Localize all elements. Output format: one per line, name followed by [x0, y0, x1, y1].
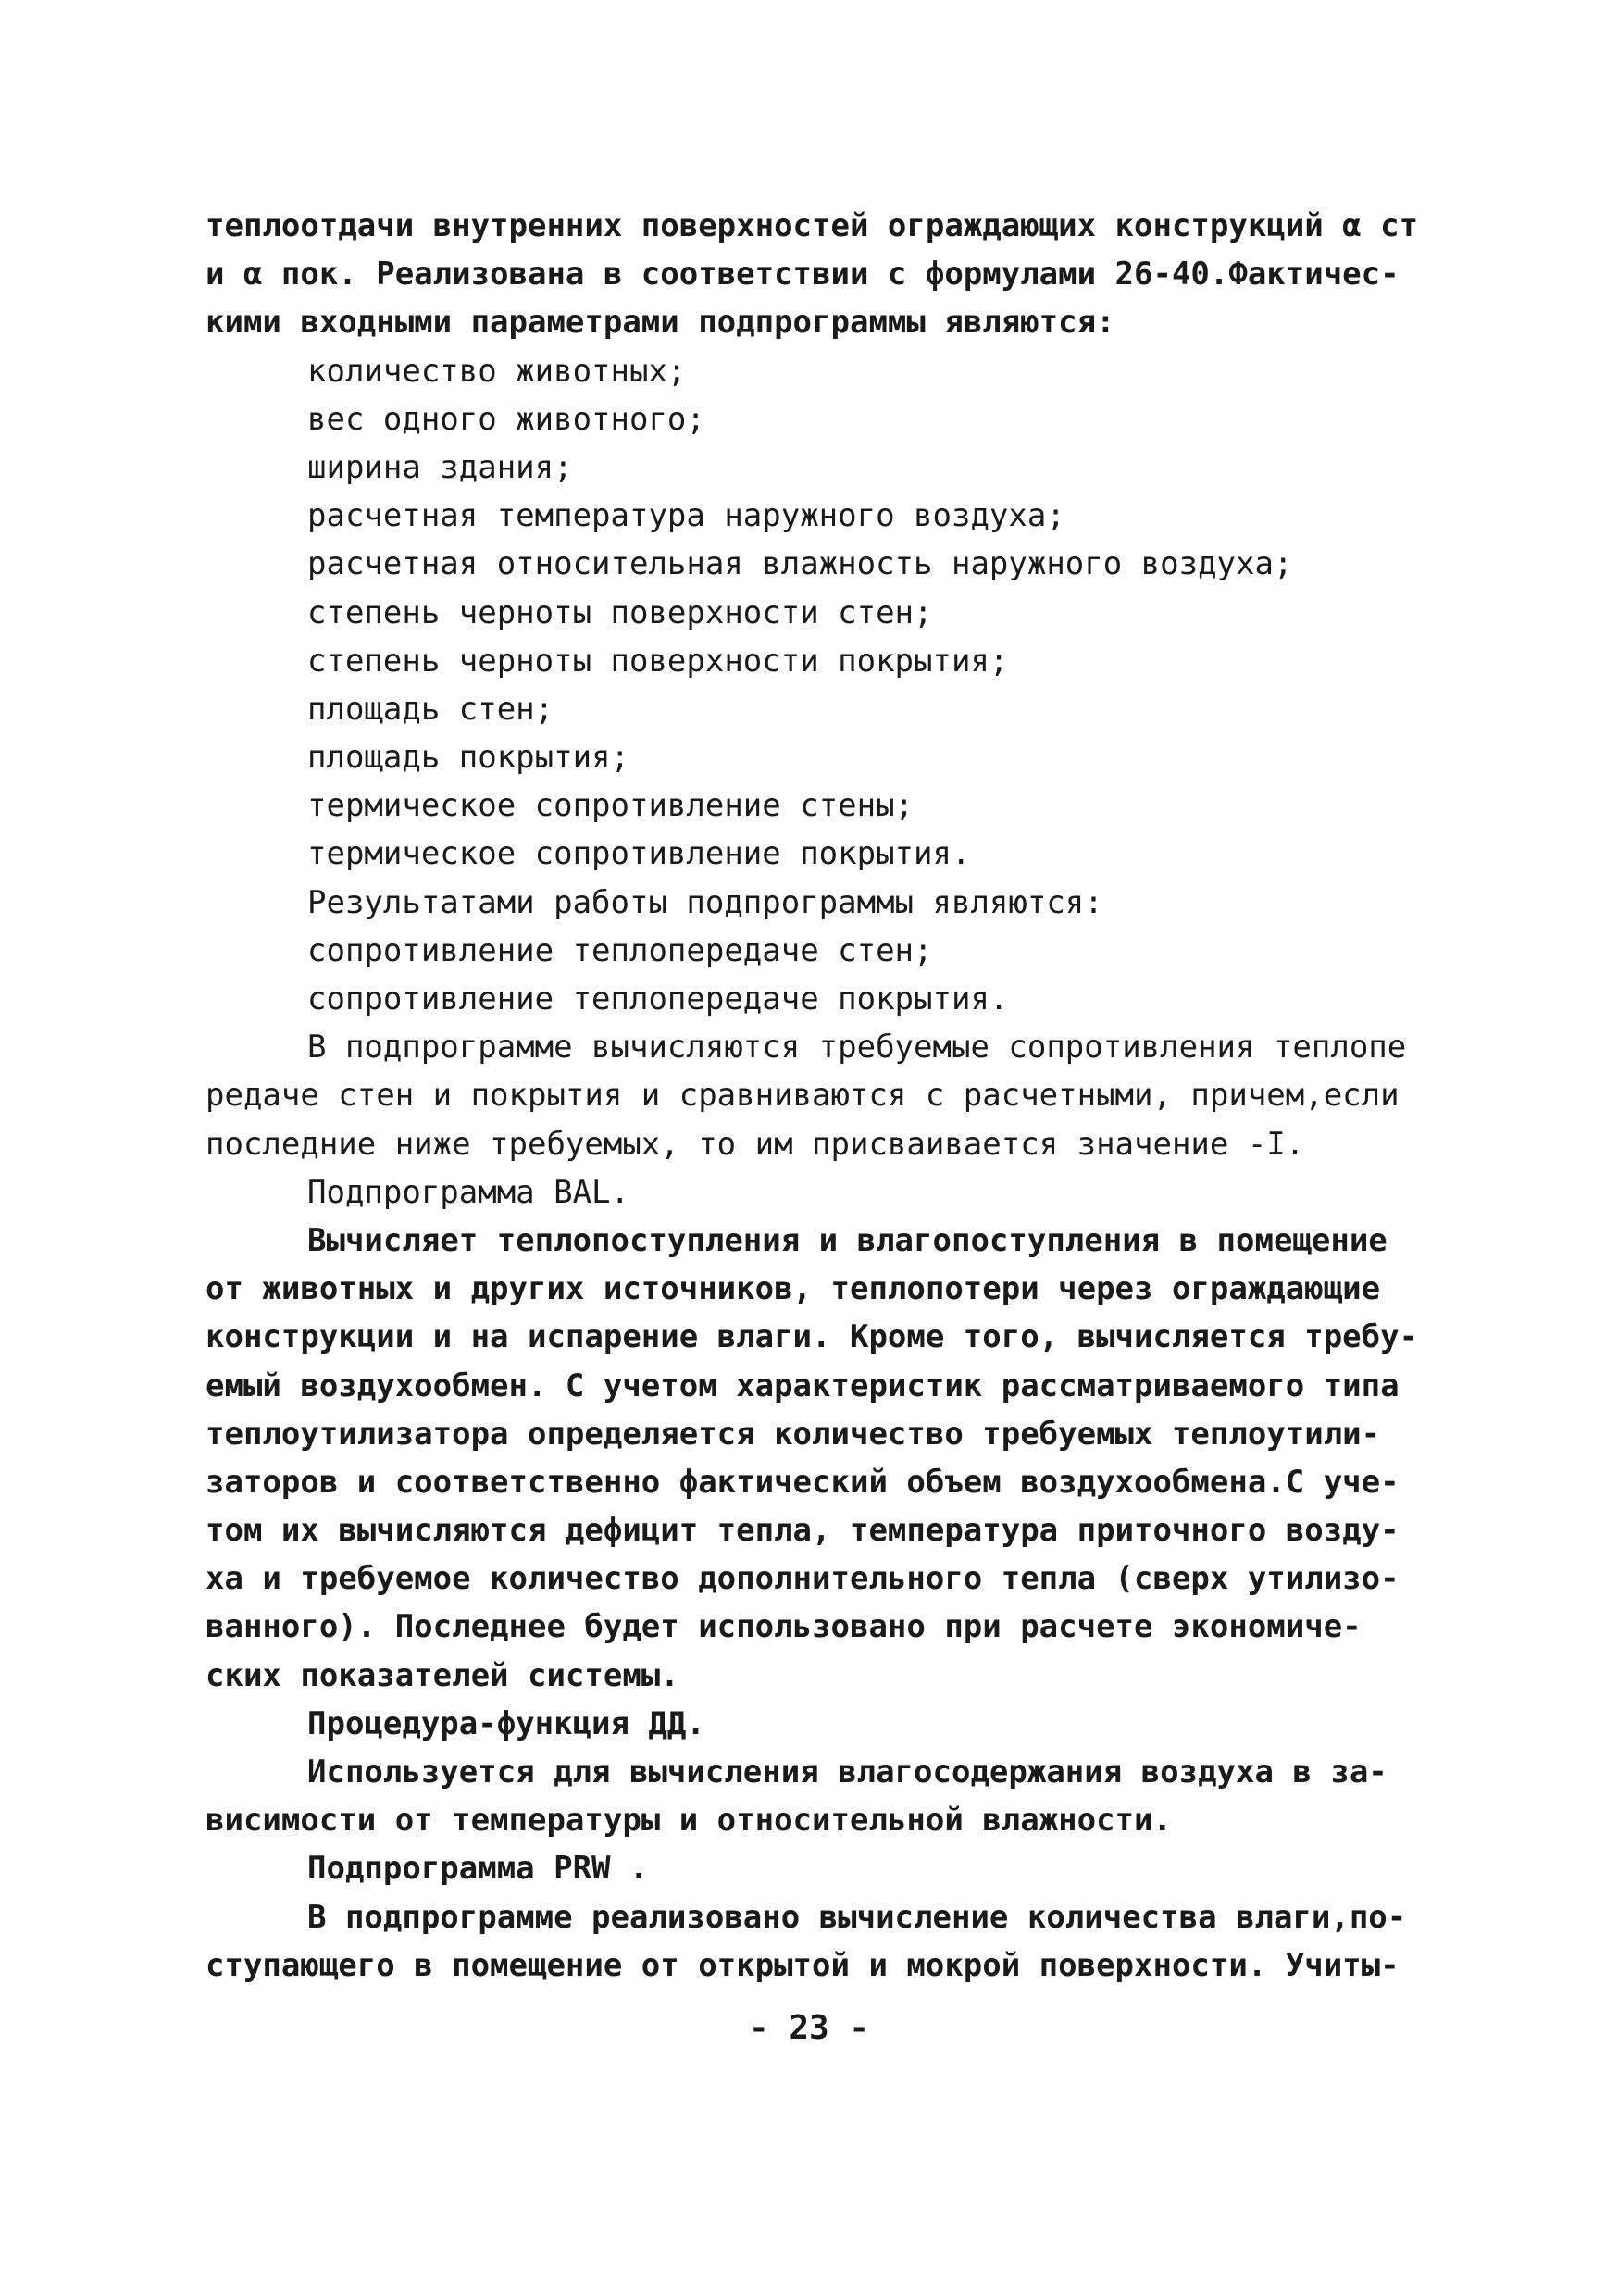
list-item: термическое сопротивление стены; — [307, 787, 915, 825]
text-line: Используется для вычисления влагосодержания воздуха в за- — [307, 1753, 1388, 1791]
text-line: емый воздухообмен. С учетом характеристик рассматриваемого типа — [205, 1366, 1400, 1404]
list-item: степень черноты поверхности стен; — [307, 593, 933, 631]
list-item: сопротивление теплопередаче стен; — [307, 931, 933, 969]
text-line: висимости от температуры и относительной влажности. — [205, 1802, 1172, 1840]
list-item: термическое сопротивление покрытия. — [307, 835, 971, 873]
text-line: теплоутилизатора определяется количество требуемых теплоутили- — [205, 1415, 1381, 1453]
text-line: конструкции и на испарение влаги. Кроме того, вычисляется требу- — [205, 1318, 1419, 1356]
list-item: расчетная относительная влажность наружного воздуха; — [307, 545, 1293, 583]
list-item: количество животных; — [307, 352, 687, 390]
text-line: от животных и других источников, теплопотери через ограждающие — [205, 1270, 1381, 1308]
list-item: сопротивление теплопередаче покрытия. — [307, 980, 1009, 1017]
text-line: Результатами работы подпрограммы являются: — [307, 883, 1103, 921]
text-line: теплоотдачи внутренних поверхностей ограждающих конструкций α ст — [205, 207, 1419, 244]
list-item: степень черноты поверхности покрытия; — [307, 642, 1009, 680]
list-item: ширина здания; — [307, 448, 573, 486]
text-line: ских показателей системы. — [205, 1656, 679, 1694]
list-item: вес одного животного; — [307, 400, 705, 438]
text-line: и α пок. Реализована в соответствии с формулами 26-40.Фактичес- — [205, 256, 1400, 293]
section-heading: Процедура-функция ДД. — [307, 1704, 705, 1742]
section-heading: Подпрограмма BAL. — [307, 1173, 629, 1211]
text-line: В подпрограмме вычисляются требуемые сопротивления теплопе — [307, 1029, 1407, 1067]
text-line: ха и требуемое количество дополнительного тепла (сверх утилизо- — [205, 1560, 1400, 1598]
text-line: заторов и соответственно фактический объем воздухообмена.С уче- — [205, 1463, 1400, 1501]
body-text — [205, 202, 1437, 1990]
text-line: том их вычисляются дефицит тепла, температура приточного возду- — [205, 1512, 1400, 1550]
list-item: площадь покрытия; — [307, 739, 629, 777]
text-line: Вычисляет теплопоступления и влагопоступления в помещение — [307, 1221, 1388, 1259]
text-line: кими входными параметрами подпрограммы являются: — [205, 304, 1115, 342]
page-number: - 23 - — [748, 2009, 870, 2047]
text-line: редаче стен и покрытия и сравниваются с расчетными, причем,если — [205, 1077, 1400, 1115]
text-line: В подпрограмме реализовано вычисление количества влаги,по- — [307, 1898, 1407, 1936]
section-heading: Подпрограмма PRW . — [307, 1850, 649, 1888]
text-line: последние ниже требуемых, то им присваивается значение -I. — [205, 1125, 1305, 1163]
text-line: ванного). Последнее будет использовано при расчете экономиче- — [205, 1608, 1362, 1646]
list-item: расчетная температура наружного воздуха; — [307, 497, 1065, 535]
text-line: ступающего в помещение от открытой и мокрой поверхности. Учиты- — [205, 1946, 1400, 1984]
list-item: площадь стен; — [307, 690, 554, 728]
